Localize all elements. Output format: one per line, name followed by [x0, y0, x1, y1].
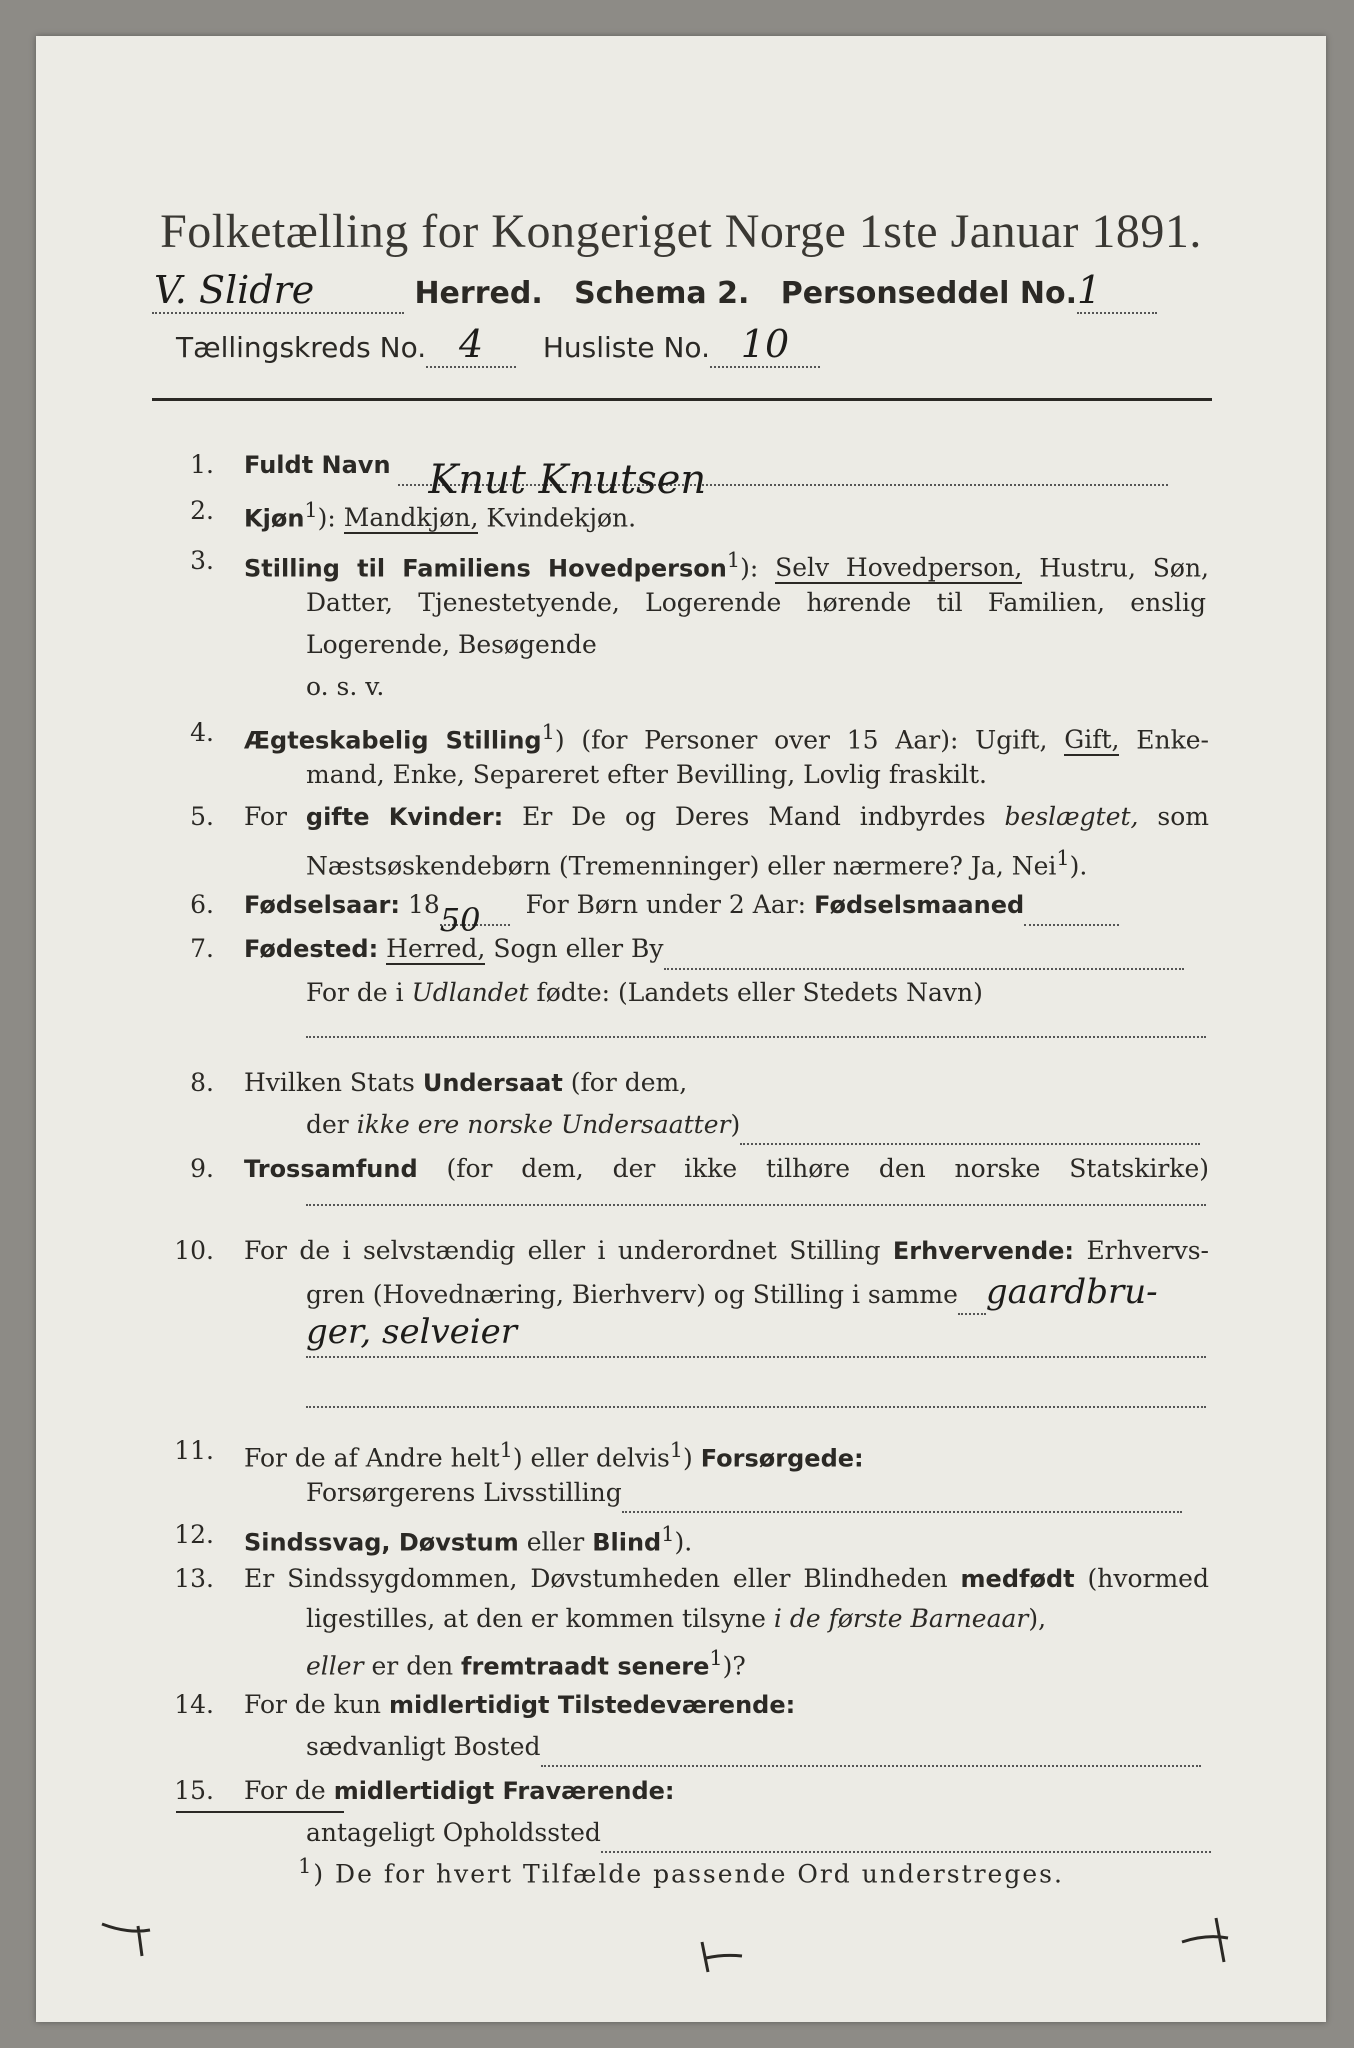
form-title: Folketælling for Kongeriget Norge 1ste Januar 1891. [160, 205, 1202, 258]
question-text [244, 928, 1209, 970]
birth-year-value: 50 [439, 901, 481, 939]
question-text: Kjøn$^1$): Mandkjøn, Kvindekjøn. [244, 498, 637, 533]
question-text [306, 1812, 1206, 1853]
sex-option-female[interactable]: Kvindekjøn. [486, 503, 637, 533]
birthplace-field[interactable] [664, 944, 1184, 970]
childhood-term: i de første Barneaar [773, 1604, 1029, 1633]
family-position-options-3[interactable]: Logerende, Besøgende [306, 630, 597, 659]
footnote-ref: 1 [726, 548, 741, 572]
question-number: 2. [190, 496, 214, 525]
question-text [244, 1148, 1209, 1190]
marital-status-options[interactable]: Enke- [1136, 725, 1209, 755]
question-text [306, 972, 1206, 1013]
birth-year-field[interactable] [439, 900, 510, 939]
provider-occupation-field[interactable] [622, 1487, 1182, 1513]
citizenship-label: Undersaat [422, 1069, 563, 1097]
question-text [244, 444, 1209, 503]
citizenship-prefix: der [306, 1110, 349, 1139]
blind-label: Blind [592, 1528, 662, 1557]
kreds-husliste-line [176, 322, 1236, 382]
provider-occupation-label: Forsørgerens Livsstilling [306, 1478, 622, 1507]
married-women-text-end: som [1157, 802, 1209, 831]
birth-year-prefix: 18 [407, 890, 440, 919]
personseddel-value: 1 [1077, 268, 1102, 312]
kreds-field[interactable] [426, 322, 516, 368]
question-text [244, 1558, 1209, 1600]
or-term: eller [306, 1651, 364, 1681]
footnote-rule [176, 1811, 344, 1813]
family-position-label: Stilling til Familiens Hovedperson [244, 554, 727, 583]
question-text [244, 1062, 1209, 1104]
sex-label: Kjøn [244, 504, 305, 533]
birth-month-label: Fødselsmaaned [814, 891, 1025, 919]
question-number: 4. [190, 718, 214, 747]
married-women-prefix: For [244, 802, 287, 831]
herred-schema-line [152, 268, 1212, 328]
footnote-ref: 1 [541, 720, 555, 744]
footnote-text: De for hvert Tilfælde passende Ord understreges. [335, 1859, 1064, 1889]
question-number: 12. [174, 1520, 214, 1549]
foreign-born-text: fødte: (Landets eller Stedets Navn) [536, 978, 983, 1007]
occupation-value-1: gaardbru- [985, 1272, 1158, 1312]
question-number: 3. [190, 546, 214, 575]
husliste-field[interactable] [710, 322, 820, 368]
related-term: beslægtet, [1004, 802, 1139, 831]
personseddel-field[interactable] [1077, 268, 1157, 314]
question-text: Stilling til Familiens Hovedperson$^1$): Selv Hovedperson, Hustru, Søn, [244, 548, 1209, 583]
temporary-absent-text: For de [244, 1776, 326, 1805]
probable-residence-field[interactable] [601, 1827, 1211, 1853]
occupation-text-3: gren (Hovednæring, Bierhverv) og Stilling i samme [306, 1280, 958, 1309]
occupation-label: Erhvervende: [892, 1237, 1075, 1265]
question-text: ligestilles, at den er kommen tilsyne i de første Barneaar), [306, 1604, 1047, 1633]
occupation-value-2: ger, selveier [306, 1312, 518, 1352]
supported-text: For de af Andre helt [244, 1443, 500, 1473]
question-number: 6. [190, 890, 214, 919]
question-number: 1. [190, 450, 214, 479]
schema-label: Schema 2. [574, 276, 750, 311]
probable-residence-label: antageligt Opholdssted [306, 1818, 601, 1847]
marital-status-selected[interactable]: Gift, [1064, 725, 1120, 755]
married-women-text: Er De og Deres Mand indbyrdes [522, 802, 986, 831]
question-number: 11. [174, 1436, 214, 1465]
citizenship-field[interactable] [740, 1119, 1200, 1145]
question-number: 14. [174, 1690, 214, 1719]
family-position-etc: o. s. v. [306, 672, 385, 701]
question-text [244, 1230, 1209, 1272]
herred-value: V. Slidre [154, 268, 315, 312]
question-text [244, 1684, 1209, 1726]
occupation-text-2: Erhvervs- [1086, 1236, 1210, 1265]
question-text [244, 1770, 1209, 1812]
birth-year-label: Fødselsaar: [244, 891, 400, 919]
full-name-value: Knut Knutsen [428, 457, 707, 503]
question-text [306, 1726, 1206, 1767]
footnote-ref: 1 [304, 498, 318, 522]
usual-residence-field[interactable] [541, 1741, 1201, 1767]
husliste-value: 10 [740, 322, 790, 366]
religion-text: (for dem, der ikke tilhøre den norske Statskirke) [446, 1154, 1209, 1183]
congenital-text-3: ligestilles, at den er kommen tilsyne [306, 1604, 766, 1633]
disability-label: Sindssvag, Døvstum [244, 1528, 519, 1557]
full-name-label: Fuldt Navn [244, 451, 391, 479]
family-position-selected[interactable]: Selv Hovedperson, [775, 553, 1023, 583]
birthplace-label: Fødested: [244, 935, 379, 963]
congenital-label: medfødt [960, 1565, 1075, 1593]
question-number: 13. [174, 1564, 214, 1593]
usual-residence-label: sædvanligt Bosted [306, 1732, 541, 1761]
question-number: 7. [190, 934, 214, 963]
occupation-field-3[interactable] [306, 1406, 1206, 1408]
congenital-text-4: er den [371, 1651, 454, 1681]
citizenship-text: Hvilken Stats [244, 1068, 415, 1097]
marital-status-label: Ægteskabelig Stilling [244, 726, 542, 755]
question-text: Ægteskabelig Stilling$^1$) (for Personer over 15 Aar): Ugift, Gift, Enke- [244, 720, 1209, 755]
center-mark [696, 1936, 756, 1976]
question-text: der ikke ere norske Undersaatter) [306, 1104, 1206, 1145]
cousin-question[interactable]: Næstsøskendebørn (Tremenninger) eller nærmere? Ja, Nei [306, 851, 1057, 881]
footnote: $^1$) De for hvert Tilfælde passende Ord understreges. [298, 1854, 1064, 1889]
citizenship-text-2: (for dem, [570, 1068, 688, 1097]
question-text: For de af Andre helt$^1$) eller delvis$^1$) Forsørgede: [244, 1438, 864, 1473]
kreds-label: Tællingskreds No. [176, 331, 427, 364]
birthplace-options[interactable]: Sogn eller By [493, 934, 664, 963]
foreign-born-prefix: For de i [306, 978, 404, 1007]
foreign-born-term: Udlandet [411, 978, 529, 1007]
congenital-text: Er Sindssygdommen, Døvstumheden eller Blindheden [244, 1564, 948, 1593]
header-rule [152, 398, 1212, 401]
herred-field[interactable] [152, 268, 404, 314]
question-text [306, 1272, 1206, 1315]
corner-mark-left [98, 1916, 178, 1976]
question-text: Sindssvag, Døvstum eller Blind$^1$). [244, 1522, 693, 1557]
question-text [306, 582, 1206, 623]
marital-status-options-2[interactable]: mand, Enke, Separeret efter Bevilling, Lovlig fraskilt. [306, 760, 987, 789]
kreds-value: 4 [459, 322, 484, 366]
married-women-label: gifte Kvinder: [305, 803, 504, 831]
supported-label: Forsørgede: [700, 1444, 864, 1473]
foreign-birthplace-field[interactable] [306, 1036, 1206, 1038]
footnote-marker: 1 [298, 1854, 314, 1878]
question-number: 9. [190, 1154, 214, 1183]
temporary-present-label: midlertidigt Tilstedeværende: [388, 1691, 796, 1719]
question-number: 10. [174, 1236, 214, 1265]
religion-field[interactable] [306, 1204, 1206, 1206]
temporary-absent-label: midlertidigt Fraværende: [333, 1777, 675, 1805]
question-number: 8. [190, 1068, 214, 1097]
occupation-text: For de i selvstændig eller i underordnet Stilling [244, 1236, 881, 1265]
supported-text-2: eller delvis [530, 1443, 670, 1473]
question-text [244, 796, 1209, 838]
family-position-options-2[interactable]: Datter, Tjenestetyende, Logerende hørende til Familien, enslig [306, 588, 1206, 617]
birth-month-field[interactable] [1024, 900, 1119, 926]
question-text [244, 884, 1209, 939]
birthplace-selected[interactable]: Herred, [386, 934, 486, 963]
religion-label: Trossamfund [244, 1155, 418, 1183]
husliste-label: Husliste No. [542, 331, 710, 364]
marital-status-text: (for Personer over 15 Aar): Ugift, [581, 725, 1048, 755]
disability-text: eller [526, 1527, 585, 1557]
census-form-sheet [36, 36, 1326, 2022]
temporary-present-text: For de kun [244, 1690, 382, 1719]
question-text: eller er den fremtraadt senere$^1$)? [306, 1646, 746, 1681]
question-text [306, 1472, 1206, 1513]
sex-option-male[interactable]: Mandkjøn, [343, 503, 479, 533]
question-number: 15. [174, 1776, 214, 1805]
full-name-field[interactable] [398, 457, 1168, 503]
corner-mark-right [1176, 1912, 1256, 1972]
occupation-field-2[interactable] [306, 1312, 1206, 1358]
personseddel-label: Personseddel No. [780, 276, 1078, 311]
herred-label: Herred. [414, 276, 543, 311]
under-two-text: For Børn under 2 Aar: [525, 890, 807, 919]
question-number: 5. [190, 802, 214, 831]
family-position-options[interactable]: Hustru, Søn, [1039, 553, 1209, 583]
question-text: Næstsøskendebørn (Tremenninger) eller nærmere? Ja, Nei$^1$). [306, 846, 1088, 881]
non-norwegian-term: ikke ere norske Undersaatter [356, 1110, 731, 1139]
congenital-text-2: (hvormed [1087, 1564, 1209, 1593]
acquired-label: fremtraadt senere [461, 1652, 710, 1681]
